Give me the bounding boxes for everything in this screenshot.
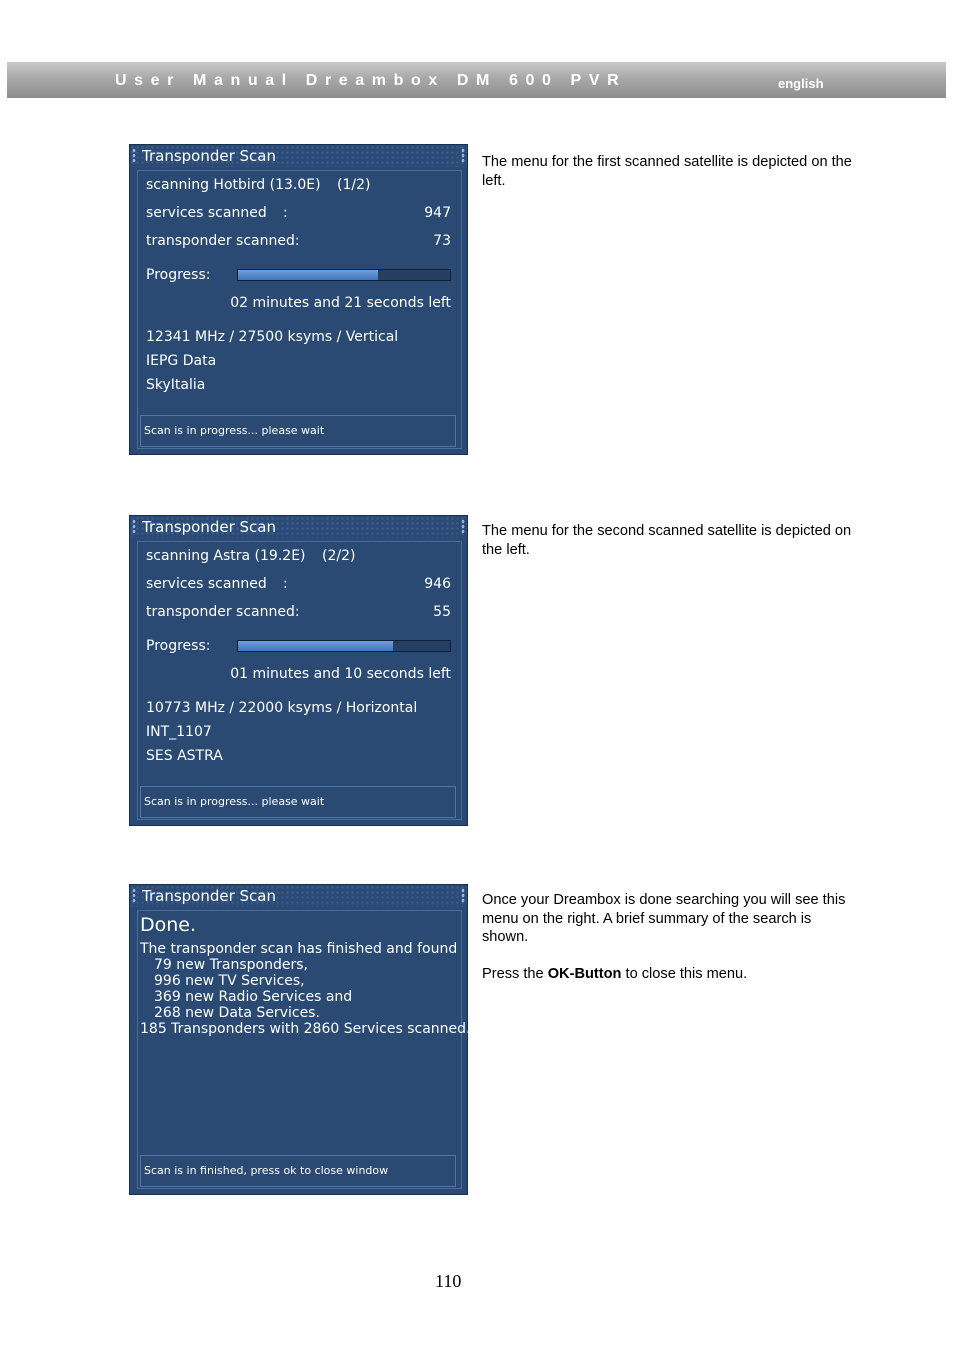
window-titlebar (130, 145, 467, 167)
status-text: Scan is in progress... please wait (144, 795, 325, 808)
description-text: The menu for the second scanned satellite is depicted on the left. (482, 523, 852, 558)
description-second (482, 522, 852, 559)
manual-title: User Manual Dreambox DM 600 PVR (115, 72, 627, 89)
summary-line: 268 new Data Services. (154, 1005, 320, 1021)
transponder-scanned-label: transponder scanned: (146, 233, 300, 249)
instruction-suffix: to close this menu. (621, 966, 748, 982)
frequency-info: 10773 MHz / 22000 ksyms / Horizontal (146, 700, 418, 716)
satellite-counter: (1/2) (337, 177, 371, 193)
services-scanned-label: services scanned (146, 576, 267, 592)
transponder-scanned-value: 55 (433, 604, 451, 620)
description-first (482, 153, 852, 190)
page-number: 110 (435, 1271, 462, 1291)
window-title: Transponder Scan (142, 147, 276, 165)
header-bar (7, 62, 946, 98)
summary-line: 996 new TV Services, (154, 973, 305, 989)
transponder-scan-screen-1 (129, 144, 468, 455)
time-left: 02 minutes and 21 seconds left (230, 295, 451, 311)
summary-line: 185 Transponders with 2860 Services scanned. (140, 1021, 471, 1037)
transponder-scan-screen-done (129, 884, 471, 1195)
transponder-scanned-value: 73 (433, 233, 451, 249)
time-left: 01 minutes and 10 seconds left (230, 666, 451, 682)
status-text: Scan is in finished, press ok to close window (144, 1164, 389, 1177)
frequency-info: 12341 MHz / 27500 ksyms / Vertical (146, 329, 399, 345)
progress-label: Progress: (146, 267, 211, 283)
scanning-satellite: scanning Hotbird (13.0E) (146, 177, 321, 193)
services-scanned-label: services scanned (146, 205, 267, 221)
services-scanned-value: 947 (424, 205, 451, 221)
summary-line: 369 new Radio Services and (154, 989, 353, 1005)
network-line: SES ASTRA (146, 748, 223, 764)
language-label: english (778, 76, 824, 91)
done-heading: Done. (140, 914, 197, 936)
services-scanned-value: 946 (424, 576, 451, 592)
progress-bar (237, 640, 451, 652)
status-text: Scan is in progress... please wait (144, 424, 325, 437)
window-titlebar (130, 516, 467, 538)
progress-bar (237, 269, 451, 281)
progress-fill (238, 270, 378, 280)
description-text: Once your Dreambox is done searching you will see this menu on the right. A brief summary of the search is shown. (482, 892, 846, 945)
ok-button-label: OK-Button (547, 966, 622, 982)
progress-label: Progress: (146, 638, 211, 654)
status-bar (140, 1155, 456, 1187)
instruction-prefix: Press the (482, 966, 548, 982)
ok-button-instruction (482, 965, 852, 984)
window-titlebar (130, 885, 467, 907)
services-separator: : (283, 205, 288, 221)
status-bar (140, 415, 456, 447)
summary-line: The transponder scan has finished and found (140, 941, 458, 957)
summary-line: 79 new Transponders, (154, 957, 308, 973)
window-title: Transponder Scan (142, 887, 276, 905)
provider-line: IEPG Data (146, 353, 217, 369)
description-third (482, 891, 852, 984)
transponder-scanned-label: transponder scanned: (146, 604, 300, 620)
scanning-satellite: scanning Astra (19.2E) (146, 548, 306, 564)
progress-fill (238, 641, 393, 651)
window-title: Transponder Scan (142, 518, 276, 536)
description-text: The menu for the first scanned satellite is depicted on the left. (482, 154, 852, 189)
transponder-scan-screen-2 (129, 515, 468, 826)
provider-line: INT_1107 (146, 724, 212, 740)
services-separator: : (283, 576, 288, 592)
satellite-counter: (2/2) (322, 548, 356, 564)
status-bar (140, 786, 456, 818)
network-line: SkyItalia (146, 377, 206, 393)
